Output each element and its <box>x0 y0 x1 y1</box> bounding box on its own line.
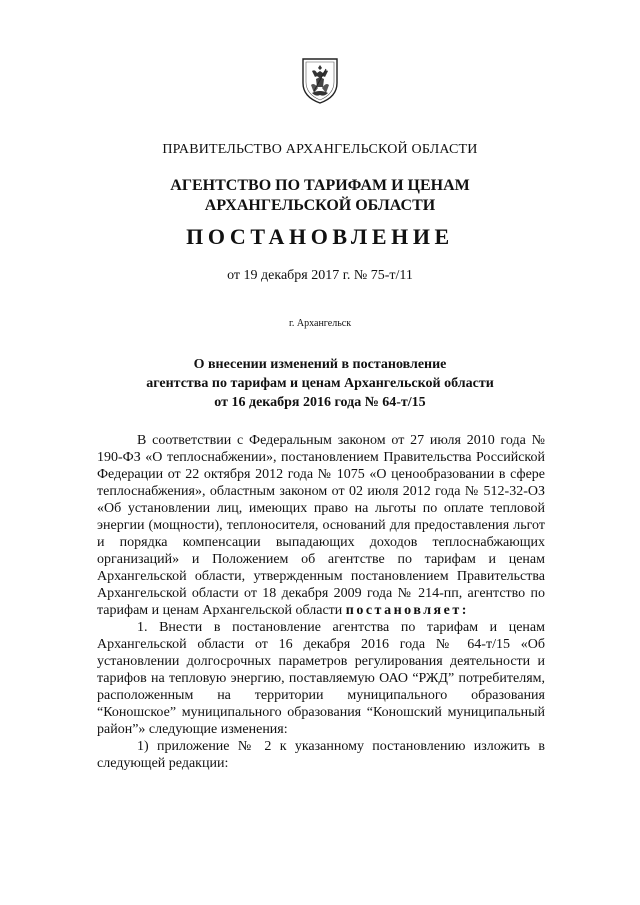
government-name: ПРАВИТЕЛЬСТВО АРХАНГЕЛЬСКОЙ ОБЛАСТИ <box>162 142 478 157</box>
subject-line3: от 16 декабря 2016 года № 64-т/15 <box>214 395 426 410</box>
paragraph-item-1: 1. Внести в постановление агентства по тарифам и ценам Архангельской области от 16 декабря 2016 года № 64-т/15 «Об установлении долгосрочных параметров регулирования деятельности и тарифов на тепловую энергию, поставляемую ОАО “РЖД” потребителям, расположенным на территории муниципального образования “Коношское” муниципального образования “Коношский муниципальный район”» следующие изменения: <box>97 620 545 737</box>
subject-line2: агентства по тарифам и ценам Архангельской области <box>146 376 494 391</box>
agency-name <box>0 176 640 216</box>
document-date-number: от 19 декабря 2017 г. № 75-т/11 <box>227 268 413 283</box>
subject-line1: О внесении изменений в постановление <box>193 357 447 372</box>
paragraph-subitem-1: 1) приложение № 2 к указанному постановлению изложить в следующей редакции: <box>97 739 545 771</box>
agency-name-line2: АРХАНГЕЛЬСКОЙ ОБЛАСТИ <box>204 197 436 214</box>
agency-name-line1: АГЕНТСТВО ПО ТАРИФАМ И ЦЕНАМ <box>170 177 470 194</box>
document-city: г. Архангельск <box>288 318 352 329</box>
decree-word: постановляет: <box>345 603 469 618</box>
document-subject <box>0 355 640 412</box>
document-body <box>97 432 545 772</box>
preamble-text: В соответствии с Федеральным законом от 27 июля 2010 года № 190-ФЗ «О теплоснабжении», постановлением Правительства Российской Федерации от 22 октября 2012 года № 1075 «О ценообразовании в сфере теплоснабжения», областным законом от 02 июля 2012 года № 512-32-ОЗ «Об установлении лиц, имеющих право на льготы по оплате тепловой энергии (мощности), теплоносителя, оснований для предоставления льгот и порядка компенсации выпадающих доходов теплоснабжающих организаций» и Положением об агентстве по тарифам и ценам Архангельской области, утвержденным постановлением Правительства Архангельской области от 18 декабря 2009 года № 214-пп, агентство по тарифам и ценам Архангельской области <box>97 433 545 618</box>
coat-of-arms-icon <box>300 55 340 105</box>
paragraph-preamble <box>97 432 545 619</box>
document-type: ПОСТАНОВЛЕНИЕ <box>186 224 454 249</box>
